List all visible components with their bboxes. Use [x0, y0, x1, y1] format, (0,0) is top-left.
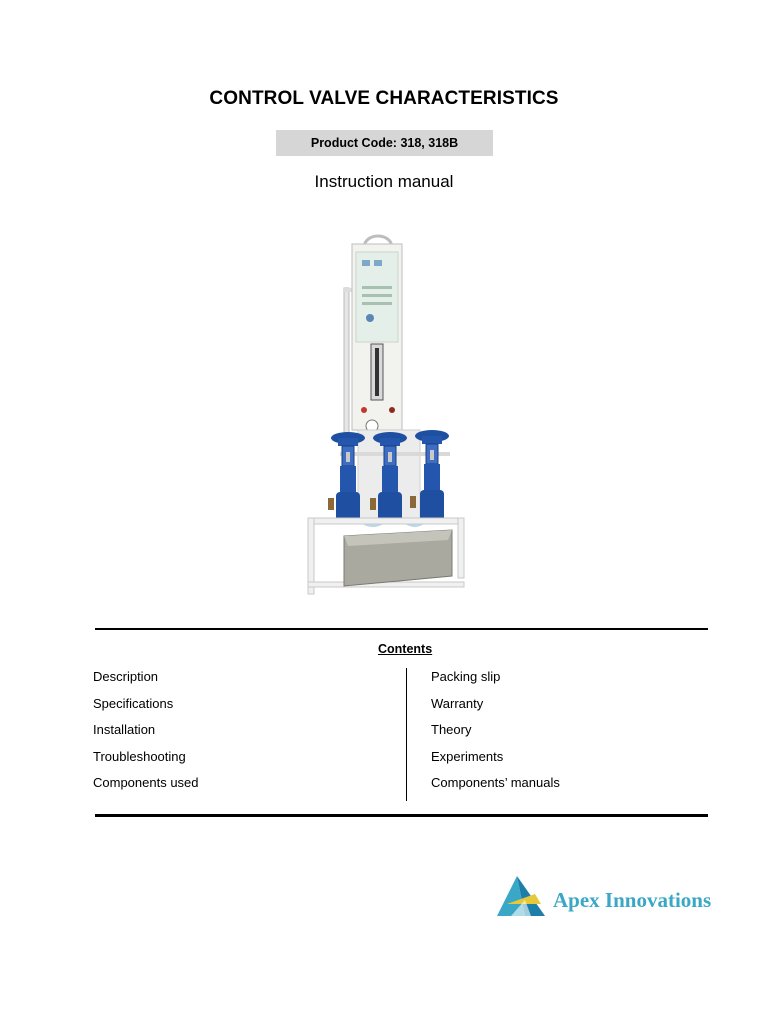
- contents-item-components-manuals: Components’ manuals: [431, 775, 560, 791]
- contents-item-troubleshooting: Troubleshooting: [93, 748, 186, 764]
- apex-logo: [495, 874, 711, 918]
- contents-item-description: Description: [93, 669, 159, 684]
- product-code-label: Product Code: 318, 318B: [310, 136, 459, 150]
- document-subtitle: Instruction manual: [314, 172, 454, 191]
- contents-heading: Contents: [378, 642, 433, 656]
- contents-column-divider: [406, 668, 407, 801]
- contents-bottom-rule: [95, 814, 708, 817]
- product-code-box: [276, 130, 493, 156]
- contents-item-warranty: Warranty: [431, 695, 484, 711]
- contents-item-installation: Installation: [93, 722, 156, 738]
- product-image: [300, 230, 470, 596]
- contents-item-packing-slip: Packing slip: [431, 669, 501, 684]
- contents-item-theory: Theory: [431, 722, 472, 738]
- contents-right-column: [431, 668, 560, 801]
- contents-item-experiments: Experiments: [431, 748, 504, 764]
- logo-text: Apex Innovations: [553, 887, 712, 912]
- document-title: CONTROL VALVE CHARACTERISTICS: [209, 88, 559, 109]
- triangle-logo-icon: [495, 874, 547, 918]
- contents-item-specifications: Specifications: [93, 695, 174, 711]
- contents-top-rule: [95, 628, 708, 630]
- contents-item-components-used: Components used: [93, 775, 199, 791]
- contents-left-column: [93, 668, 199, 801]
- control-valve-setup-illustration: [300, 230, 470, 596]
